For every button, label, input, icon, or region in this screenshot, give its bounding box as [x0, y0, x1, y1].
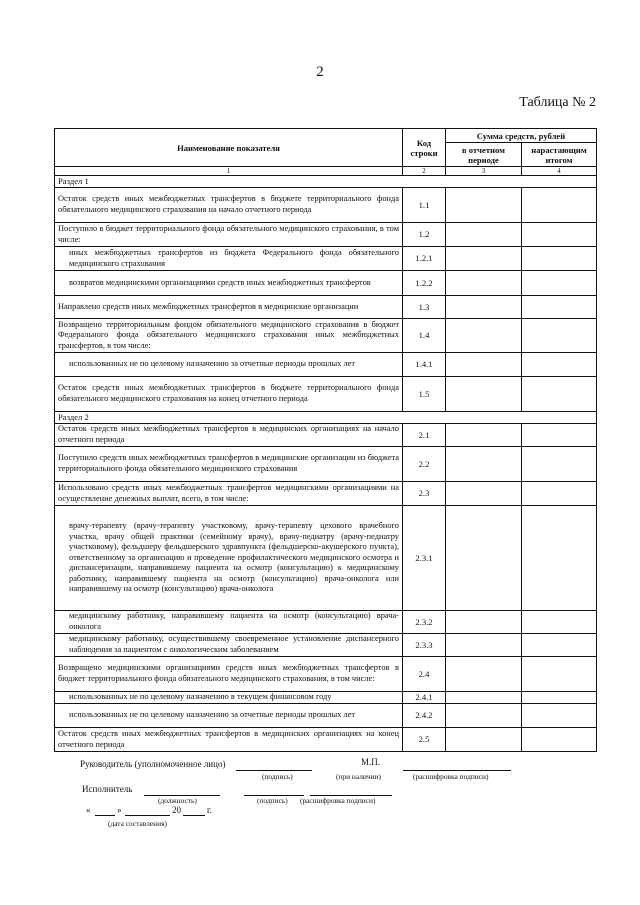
row-code: 1.4.1	[403, 353, 446, 377]
signature-line[interactable]	[236, 770, 312, 771]
col-number: 3	[446, 167, 522, 176]
header-sum: Сумма средств, рублей	[446, 129, 597, 143]
date-open-quote: «	[86, 805, 91, 815]
value-cell[interactable]	[446, 728, 522, 752]
row-name: использованных не по целевому назначению за отчетные периоды прошлых лет	[55, 353, 403, 377]
signature-caption-2: (подпись)	[257, 796, 288, 805]
day-line[interactable]	[95, 815, 115, 816]
section-1-label: Раздел 1	[55, 176, 597, 188]
value-cell[interactable]	[446, 223, 522, 247]
year-suffix: г.	[207, 805, 212, 815]
value-cell[interactable]	[522, 692, 597, 704]
head-label: Руководитель (уполномоченное лицо)	[80, 759, 226, 769]
row-code: 2.5	[403, 728, 446, 752]
row-code: 2.4	[403, 657, 446, 692]
stamp-place: М.П.	[361, 757, 381, 767]
value-cell[interactable]	[446, 704, 522, 728]
value-cell[interactable]	[522, 319, 597, 353]
executor-label: Исполнитель	[82, 784, 133, 794]
value-cell[interactable]	[522, 247, 597, 271]
row-code: 1.5	[403, 377, 446, 412]
row-code: 1.3	[403, 296, 446, 319]
year-prefix: 20	[172, 805, 181, 815]
row-name: врачу-терапевту (врачу-терапевту участковому, врачу-терапевту цехового врачебного участка, врачу общей практики (семейному врачу), врачу-педиатру (врачу-педиатру участковому), фельдшеру фельдшерского здравпункта (фельдшерско-акушерского пункта), ответственному за организацию и проведение профилактического медицинского осмотра и диспансеризации, направившему пациента на осмотр (консультацию) к медицинскому работнику, направившему пациента на осмотр (консультацию) врача-онколога или направившему на осмотр (консультацию) врача-онколога	[55, 506, 403, 611]
report-table	[54, 128, 597, 752]
value-cell[interactable]	[522, 223, 597, 247]
row-name: использованных не по целевому назначению в текущем финансовом году	[55, 692, 403, 704]
row-code: 1.1	[403, 188, 446, 223]
row-code: 2.3.1	[403, 506, 446, 611]
row-code: 1.2.2	[403, 271, 446, 296]
value-cell[interactable]	[446, 247, 522, 271]
value-cell[interactable]	[446, 271, 522, 296]
row-name: медицинскому работнику, осуществившему своевременное установление диспансерного наблюдения за пациентом с онкологическим заболеванием	[55, 634, 403, 657]
value-cell[interactable]	[522, 482, 597, 506]
col-number: 1	[55, 167, 403, 176]
value-cell[interactable]	[522, 728, 597, 752]
decoding-line[interactable]	[403, 770, 511, 771]
row-name: Остаток средств иных межбюджетных трансфертов в бюджете территориального фонда обязательного медицинского страхования на конец отчетного периода	[55, 377, 403, 412]
row-name: Возвращено территориальным фондом обязательного медицинского страхования в бюджет Федерального фонда обязательного медицинского страхования иных межбюджетных трансфертов, в том числе:	[55, 319, 403, 353]
value-cell[interactable]	[522, 447, 597, 482]
value-cell[interactable]	[446, 657, 522, 692]
decoding-caption-2: (расшифровка подписи)	[300, 796, 376, 805]
row-name: Направлено средств иных межбюджетных трансфертов в медицинские организации	[55, 296, 403, 319]
value-cell[interactable]	[446, 377, 522, 412]
header-name: Наименование показателя	[55, 129, 403, 167]
row-name: Возвращено медицинскими организациями средств иных межбюджетных трансфертов в бюджет территориального фонда обязательного медицинского страхования, в том числе:	[55, 657, 403, 692]
value-cell[interactable]	[522, 611, 597, 634]
row-name: Остаток средств иных межбюджетных трансфертов в бюджете территориального фонда обязательного медицинского страхования на начало отчетного периода	[55, 188, 403, 223]
row-name: возвратов медицинскими организациями средств иных межбюджетных трансфертов	[55, 271, 403, 296]
value-cell[interactable]	[522, 188, 597, 223]
value-cell[interactable]	[446, 319, 522, 353]
value-cell[interactable]	[522, 271, 597, 296]
value-cell[interactable]	[446, 424, 522, 447]
row-code: 2.1	[403, 424, 446, 447]
row-code: 2.3.3	[403, 634, 446, 657]
position-caption: (должность)	[158, 796, 197, 805]
value-cell[interactable]	[446, 188, 522, 223]
row-code: 1.2	[403, 223, 446, 247]
row-code: 1.4	[403, 319, 446, 353]
row-name: Остаток средств иных межбюджетных трансфертов в медицинских организациях на конец отчетного периода	[55, 728, 403, 752]
value-cell[interactable]	[522, 634, 597, 657]
row-name: Использовано средств иных межбюджетных трансфертов медицинскими организациями на осуществление денежных выплат, всего, в том числе:	[55, 482, 403, 506]
date-caption: (дата составления)	[108, 819, 167, 828]
row-code: 2.4.1	[403, 692, 446, 704]
header-cumulative: нарастающим итогом	[522, 143, 597, 167]
page-number: 2	[316, 64, 324, 80]
value-cell[interactable]	[522, 424, 597, 447]
row-name: иных межбюджетных трансфертов из бюджета Федерального фонда обязательного медицинского страхования	[55, 247, 403, 271]
signature-caption: (подпись)	[262, 772, 293, 781]
value-cell[interactable]	[446, 296, 522, 319]
value-cell[interactable]	[446, 447, 522, 482]
row-name: Поступило средств иных межбюджетных трансфертов в медицинские организации из бюджета территориального фонда обязательного медицинского страхования	[55, 447, 403, 482]
row-name: Остаток средств иных межбюджетных трансфертов в медицинских организациях на начало отчетного периода	[55, 424, 403, 447]
value-cell[interactable]	[446, 353, 522, 377]
value-cell[interactable]	[522, 377, 597, 412]
value-cell[interactable]	[522, 353, 597, 377]
if-any-caption: (при наличии)	[336, 772, 381, 781]
row-name: использованных не по целевому назначению за отчетные периоды прошлых лет	[55, 704, 403, 728]
col-number: 2	[403, 167, 446, 176]
value-cell[interactable]	[522, 657, 597, 692]
row-code: 2.4.2	[403, 704, 446, 728]
row-name: медицинскому работнику, направившему пациента на осмотр (консультацию) врача-онколога	[55, 611, 403, 634]
value-cell[interactable]	[522, 296, 597, 319]
month-line[interactable]	[125, 815, 170, 816]
decoding-caption: (расшифровка подписи)	[413, 772, 489, 781]
row-code: 2.3	[403, 482, 446, 506]
value-cell[interactable]	[446, 506, 522, 611]
date-close-quote: »	[117, 805, 122, 815]
col-number: 4	[522, 167, 597, 176]
row-code: 2.2	[403, 447, 446, 482]
value-cell[interactable]	[446, 611, 522, 634]
table-title: Таблица № 2	[519, 95, 596, 110]
year-line[interactable]	[183, 815, 205, 816]
row-code: 1.2.1	[403, 247, 446, 271]
value-cell[interactable]	[446, 634, 522, 657]
value-cell[interactable]	[446, 692, 522, 704]
header-code: Код строки	[403, 129, 446, 167]
value-cell[interactable]	[446, 482, 522, 506]
value-cell[interactable]	[522, 704, 597, 728]
row-code: 2.3.2	[403, 611, 446, 634]
header-current: в отчетном периоде	[446, 143, 522, 167]
value-cell[interactable]	[522, 506, 597, 611]
section-2-label: Раздел 2	[55, 412, 597, 424]
row-name: Поступило в бюджет территориального фонда обязательного медицинского страхования, в том числе:	[55, 223, 403, 247]
